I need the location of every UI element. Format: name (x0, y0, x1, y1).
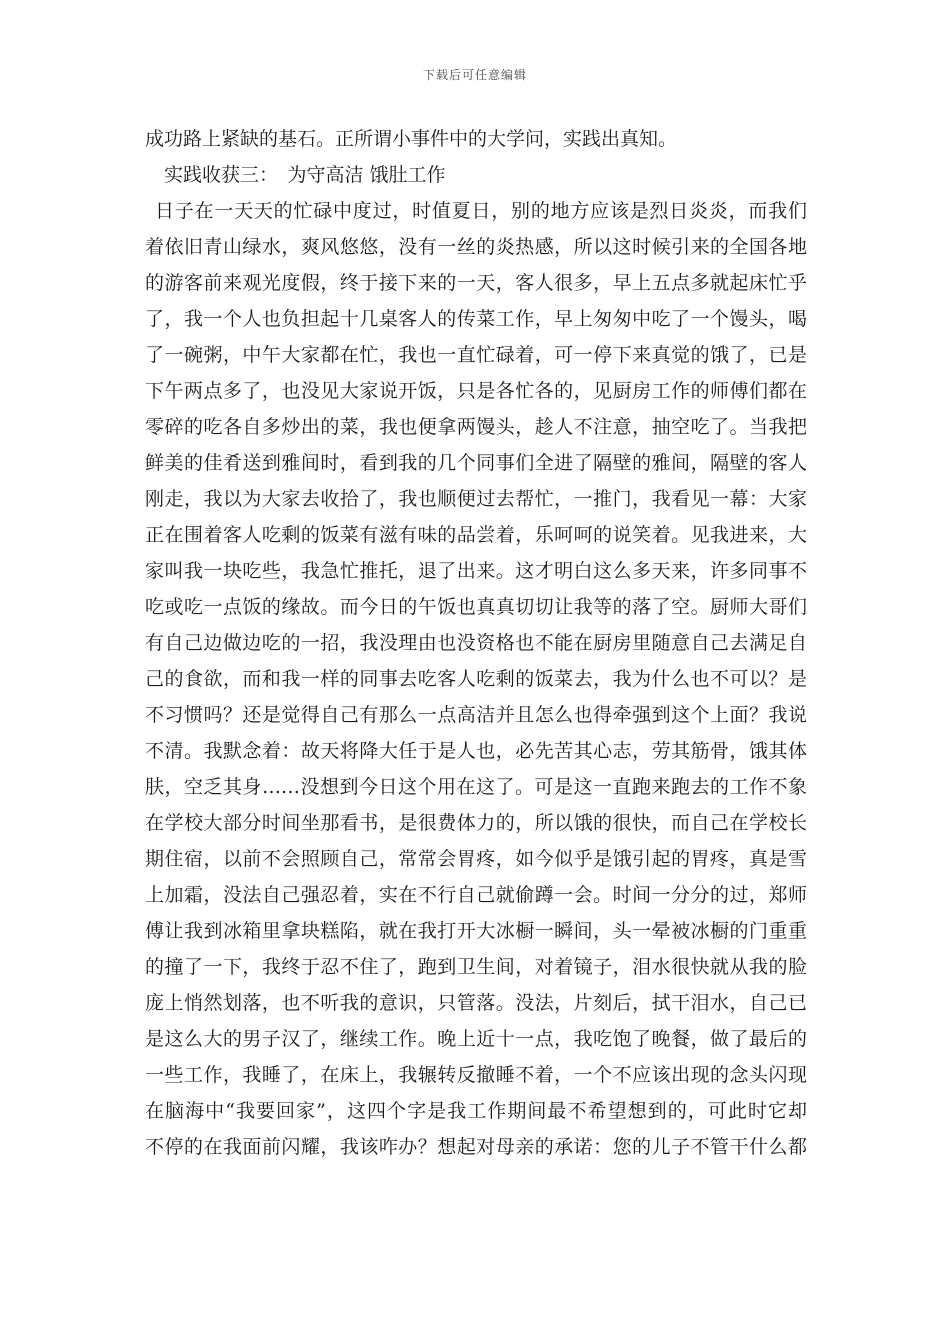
text-line: 正在围着客人吃剩的饭菜有滋有味的品尝着，乐呵呵的说笑着。见我进来，大 (145, 524, 807, 546)
text-line: 的游客前来观光度假，终于接下来的一天，客人很多，早上五点多就起床忙乎 (145, 272, 807, 294)
text-line: 刚走，我以为大家去收拾了，我也顺便过去帮忙，一推门，我看见一幕：大家 (145, 488, 807, 510)
text-line: 不习惯吗？还是觉得自己有那么一点高洁并且怎么也得牵强到这个上面？我说 (145, 704, 807, 726)
text-line: 在脑海中“我要回家”，这四个字是我工作期间最不希望想到的，可此时它却 (145, 1100, 807, 1122)
text-line: 家叫我一块吃些，我急忙推托，退了出来。这才明白这么多天来，许多同事不 (145, 560, 807, 582)
text-line: 成功路上紧缺的基石。正所谓小事件中的大学问，实践出真知。 (145, 128, 678, 150)
text-line: 下午两点多了，也没见大家说开饭，只是各忙各的，见厨房工作的师傅们都在 (145, 380, 807, 402)
page-header: 下载后可任意编辑 (422, 68, 527, 82)
text-line: 上加霜，没法自己强忍着，实在不行自己就偷蹲一会。时间一分分的过，郑师 (145, 884, 807, 906)
text-line: 有自己边做边吃的一招，我没理由也没资格也不能在厨房里随意自己去满足自 (145, 632, 807, 654)
text-line: 己的食欲，而和我一样的同事去吃客人吃剩的饭菜去，我为什么也不可以？是 (145, 668, 807, 690)
text-line: 零碎的吃各自多炒出的菜，我也便拿两馒头，趁人不注意，抽空吃了。当我把 (145, 416, 807, 438)
text-line: 了，我一个人也负担起十几桌客人的传菜工作，早上匆匆中吃了一个馒头，喝 (145, 308, 807, 330)
text-line: 一些工作，我睡了，在床上，我辗转反撤睡不着，一个不应该出现的念头闪现 (145, 1064, 807, 1086)
text-line: 是这么大的男子汉了，继续工作。晚上近十一点，我吃饱了晚餐，做了最后的 (145, 1028, 807, 1050)
text-line: 鲜美的佳肴送到雅间时，看到我的几个同事们全进了隔壁的雅间，隔壁的客人 (145, 452, 807, 474)
text-line: 不清。我默念着：故天将降大任于是人也，必先苦其心志，劳其筋骨，饿其体 (145, 740, 807, 762)
text-line: 不停的在我面前闪耀，我该咋办？想起对母亲的承诺：您的儿子不管干什么都 (145, 1136, 807, 1158)
document-body (145, 121, 807, 1165)
text-line: 日子在一天天的忙碌中度过，时值夏日，别的地方应该是烈日炎炎，而我们 (155, 200, 807, 222)
text-line: 期住宿，以前不会照顾自己，常常会胃疼，如今似乎是饿引起的胃疼，真是雪 (145, 848, 807, 870)
text-line: 庞上悄然划落，也不听我的意识，只管落。没法，片刻后，拭干泪水，自己已 (145, 992, 807, 1014)
text-line: 了一碗粥，中午大家都在忙，我也一直忙碌着，可一停下来真觉的饿了，已是 (145, 344, 807, 366)
text-line: 的撞了一下，我终于忍不住了，跑到卫生间，对着镜子，泪水很快就从我的脸 (145, 956, 807, 978)
text-line: 着依旧青山绿水，爽风悠悠，没有一丝的炎热感，所以这时候引来的全国各地 (145, 236, 807, 258)
text-line: 傅让我到冰箱里拿块糕陷，就在我打开大冰橱一瞬间，头一晕被冰橱的门重重 (145, 920, 807, 942)
text-line: 吃或吃一点饭的缘故。而今日的午饭也真真切切让我等的落了空。厨师大哥们 (145, 596, 807, 618)
section-heading: 实践收获三： 为守高洁 饿肚工作 (164, 164, 446, 186)
text-line: 肤，空乏其身……没想到今日这个用在这了。可是这一直跑来跑去的工作不象 (145, 776, 807, 798)
text-line: 在学校大部分时间坐那看书，是很费体力的，所以饿的很快，而自己在学校长 (145, 812, 807, 834)
